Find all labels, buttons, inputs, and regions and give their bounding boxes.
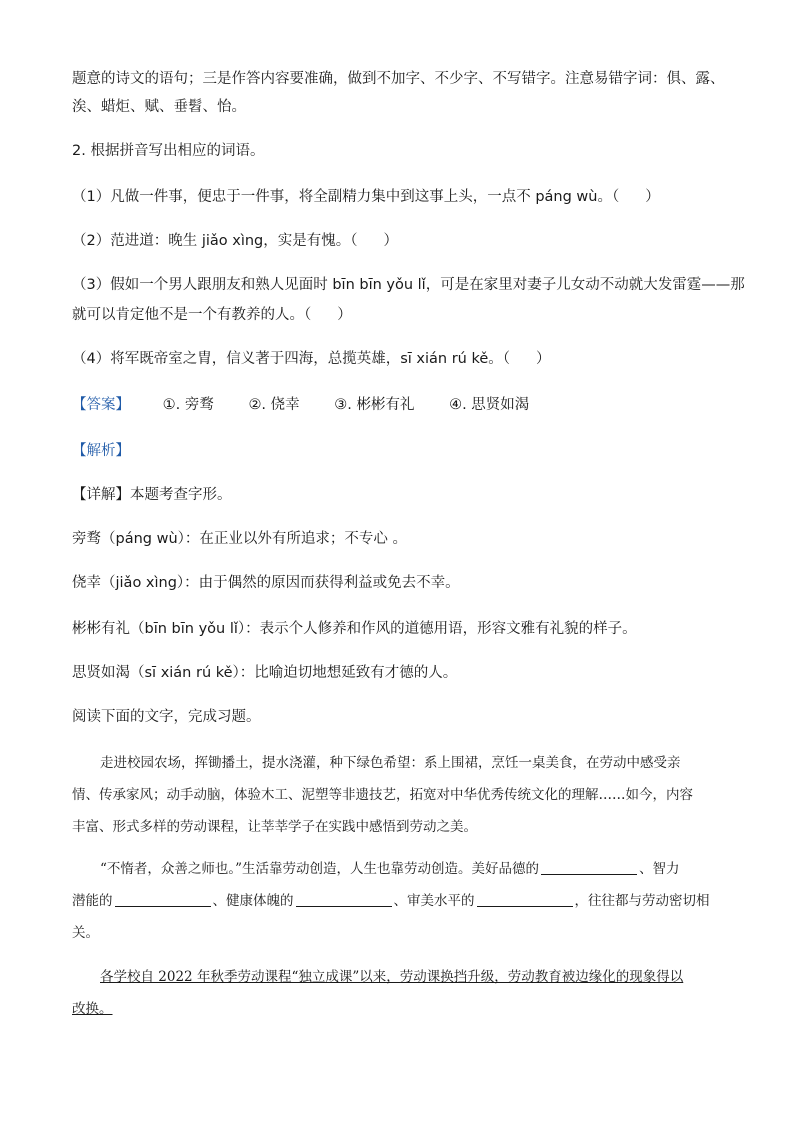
passage-p2-line-2: 潜能的 、健康体魄的 、审美水平的 ，往往都与劳动密切相 xyxy=(72,893,710,909)
analysis-entry: 旁骛（páng wù）：在正业以外有所追求；不专心 。 xyxy=(72,531,407,547)
passage-p2-line-1: “不惰者，众善之师也。”生活靠劳动创造，人生也靠劳动创造。美好品德的 、智力 xyxy=(100,861,680,877)
question-item-4: （4）将军既帝室之胄，信义著于四海，总揽英雄，sī xián rú kě。（ ） xyxy=(72,351,551,367)
analysis-entry: 思贤如渴（sī xián rú kě）：比喻迫切地想延致有才德的人。 xyxy=(72,665,458,681)
answer-label: 【答案】 xyxy=(72,397,130,413)
question-item-3-cont: 就可以肯定他不是一个有教养的人。（ ） xyxy=(72,307,352,323)
passage-p2-line-3: 关。 xyxy=(72,925,99,941)
passage-p1-line-2: 情、传承家风；动手动脑，体验木工、泥塑等非遗技艺，拓宽对中华优秀传统文化的理解……如今，内容 xyxy=(72,787,693,803)
passage-p1-line-1: 走进校园农场，挥锄播土，提水浇灌，种下绿色希望：系上围裙，烹饪一桌美食，在劳动中感受亲 xyxy=(100,755,681,771)
intro-line-2: 涘、蜡炬、赋、垂髫、怡。 xyxy=(72,99,246,115)
fill-blank-2[interactable] xyxy=(115,892,211,907)
answer-item: ④. 思贤如渴 xyxy=(449,397,530,413)
question-item-2: （2）范进道：晚生 jiǎo xìng，实是有愧。（ ） xyxy=(72,233,399,249)
fill-blank-1[interactable] xyxy=(541,860,637,875)
answer-item: ②. 侥幸 xyxy=(248,397,300,413)
question-item-3: （3）假如一个男人跟朋友和熟人见面时 bīn bīn yǒu lǐ，可是在家里对妻子儿女动不动就大发雷霆——那 xyxy=(72,277,745,293)
intro-line-1: 题意的诗文的语句；三是作答内容要准确，做到不加字、不少字、不写错字。注意易错字词：俱、露、 xyxy=(72,71,725,87)
answer-item: ①. 旁骛 xyxy=(162,397,214,413)
question-2-title: 2. 根据拼音写出相应的词语。 xyxy=(72,143,265,159)
reading-prompt: 阅读下面的文字，完成习题。 xyxy=(72,709,261,725)
fill-blank-4[interactable] xyxy=(477,892,573,907)
analysis-label: 【解析】 xyxy=(72,443,130,459)
question-item-1: （1）凡做一件事，便忠于一件事，将全副精力集中到这事上头，一点不 páng wù。（ ） xyxy=(72,189,660,205)
analysis-entry: 侥幸（jiǎo xìng）：由于偶然的原因而获得利益或免去不幸。 xyxy=(72,575,460,591)
analysis-detail: 【详解】本题考查字形。 xyxy=(72,487,232,503)
passage-p3-line-2: 改换。 xyxy=(72,1001,113,1017)
fill-blank-3[interactable] xyxy=(296,892,392,907)
answer-row xyxy=(72,394,559,416)
analysis-entry: 彬彬有礼（bīn bīn yǒu lǐ）：表示个人修养和作风的道德用语，形容文雅有礼貌的样子。 xyxy=(72,621,637,637)
passage-p3-line-1: 各学校自 2022 年秋季劳动课程“独立成课”以来，劳动课换挡升级，劳动教育被边缘化的现象得以 xyxy=(100,969,684,985)
passage-p1-line-3: 丰富、形式多样的劳动课程，让莘莘学子在实践中感悟到劳动之美。 xyxy=(72,819,477,835)
answer-item: ③. 彬彬有礼 xyxy=(334,397,415,413)
